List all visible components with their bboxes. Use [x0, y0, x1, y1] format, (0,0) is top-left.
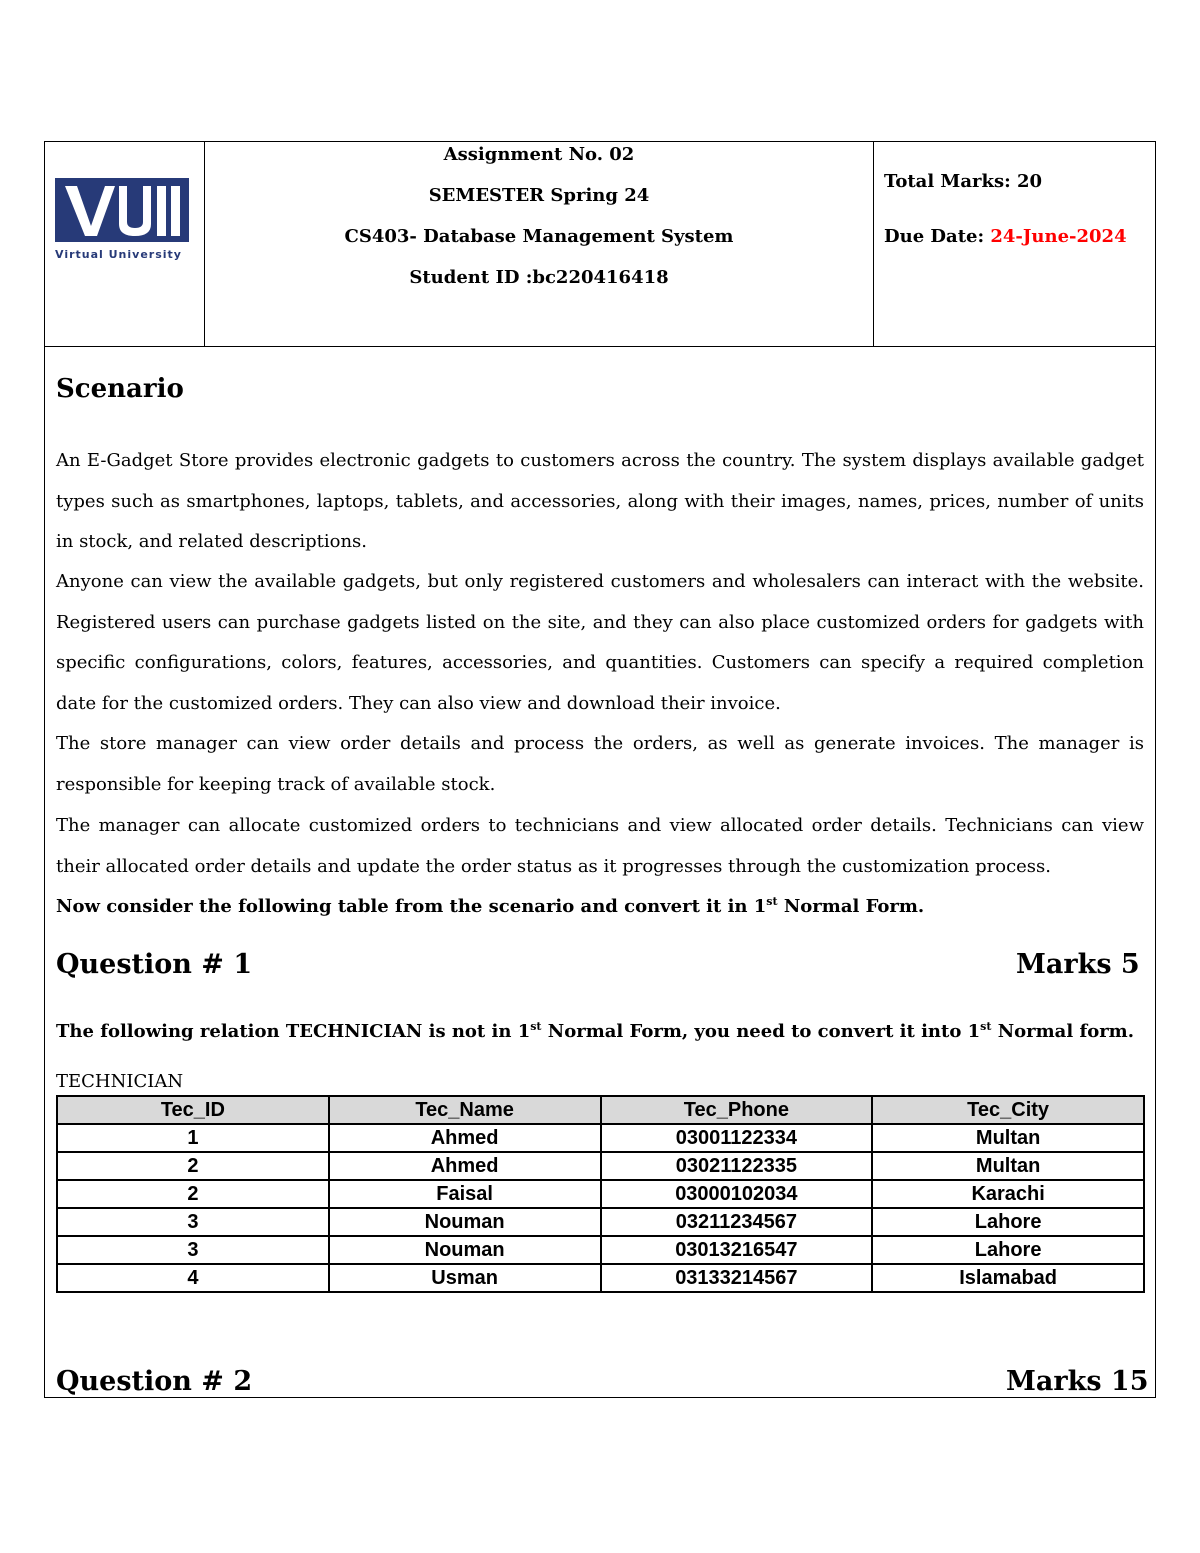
question-1-marks: Marks 5 [1016, 949, 1140, 980]
table-cell: Karachi [872, 1180, 1144, 1208]
table-cell: Nouman [329, 1208, 601, 1236]
table-row [57, 1152, 1144, 1180]
logo-cell [45, 142, 205, 346]
marks-info [874, 142, 1155, 346]
table-cell: Faisal [329, 1180, 601, 1208]
question-1-title: Question # 1 [56, 949, 253, 980]
table-cell: 2 [57, 1152, 329, 1180]
table-cell: Ahmed [329, 1124, 601, 1152]
scenario-paragraph-3: The store manager can view order details and process the orders, as well as generate invoices. The manager is responsible for keeping track of available stock. [56, 733, 1144, 795]
q1-sup-a: st [530, 1020, 542, 1033]
question-2-title: Question # 2 [56, 1366, 253, 1397]
assignment-number: Assignment No. 02 [443, 144, 635, 165]
table-cell: 1 [57, 1124, 329, 1152]
student-id: Student ID :bc220416418 [409, 267, 669, 288]
table-row [57, 1180, 1144, 1208]
semester: SEMESTER Spring 24 [428, 185, 650, 206]
table-cell: Usman [329, 1264, 601, 1292]
table-cell: 2 [57, 1180, 329, 1208]
bottom-rule [44, 1397, 1156, 1398]
logo-caption: Virtual University [55, 248, 182, 261]
table-header-row [57, 1096, 1144, 1124]
due-date-label: Due Date: [884, 226, 991, 247]
table-cell: Nouman [329, 1236, 601, 1264]
table-cell: 03001122334 [601, 1124, 873, 1152]
table-row [57, 1264, 1144, 1292]
table-cell: Ahmed [329, 1152, 601, 1180]
table-cell: 4 [57, 1264, 329, 1292]
due-date-line [884, 226, 1127, 247]
table-cell: Multan [872, 1152, 1144, 1180]
q1-sup-b: st [980, 1020, 992, 1033]
vu-logo-mark [55, 178, 189, 242]
table-cell: 03000102034 [601, 1180, 873, 1208]
column-header: Tec_City [872, 1096, 1144, 1124]
scenario-paragraph-1: An E-Gadget Store provides electronic gadgets to customers across the country. The system displays available gadget types such as smartphones, laptops, tablets, and accessories, along with their images, names, prices, number of units in stock, and related descriptions. [56, 450, 1144, 552]
scenario-heading: Scenario [56, 374, 184, 404]
instruction-text: Now consider the following table from the scenario and convert it in 1 [56, 896, 767, 917]
course-title: CS403- Database Management System [344, 226, 734, 247]
total-marks: Total Marks: 20 [884, 171, 1043, 192]
table-row [57, 1236, 1144, 1264]
table-row [57, 1124, 1144, 1152]
table-cell: Multan [872, 1124, 1144, 1152]
due-date-value: 24-June-2024 [990, 226, 1127, 247]
table-cell: Islamabad [872, 1264, 1144, 1292]
scenario-paragraph-4: The manager can allocate customized orders to technicians and view allocated order details. Technicians can view their allocated order details and update the order status as it progresses through the customization process. [56, 815, 1144, 877]
table-cell: 3 [57, 1236, 329, 1264]
assignment-frame [44, 141, 1156, 1398]
table-cell: 03021122335 [601, 1152, 873, 1180]
column-header: Tec_Name [329, 1096, 601, 1124]
table-cell: Lahore [872, 1208, 1144, 1236]
technician-table [56, 1095, 1145, 1293]
scenario-paragraph-2: Anyone can view the available gadgets, but only registered customers and wholesalers can interact with the website. Registered users can purchase gadgets listed on the site, and they can also place customized orders for gadgets with specific configurations, colors, features, accessories, and quantities. Customers can specify a required completion date for the customized orders. They can also view and download their invoice. [56, 571, 1144, 714]
scenario-instruction [56, 887, 1144, 928]
question-1-text [56, 1021, 1156, 1042]
table-cell: 03133214567 [601, 1264, 873, 1292]
table-cell: 3 [57, 1208, 329, 1236]
assignment-info [205, 142, 874, 346]
table-cell: 03211234567 [601, 1208, 873, 1236]
column-header: Tec_Phone [601, 1096, 873, 1124]
vu-logo [55, 178, 189, 270]
table-cell: 03013216547 [601, 1236, 873, 1264]
table-cell: Lahore [872, 1236, 1144, 1264]
table-row [57, 1208, 1144, 1236]
header-row [45, 142, 1155, 347]
question-2-marks: Marks 15 [1006, 1366, 1149, 1397]
column-header: Tec_ID [57, 1096, 329, 1124]
q1-text-c: Normal form. [991, 1021, 1134, 1042]
q1-text-a: The following relation TECHNICIAN is not in 1 [56, 1021, 531, 1042]
instruction-sup: st [766, 895, 778, 908]
table-label: TECHNICIAN [56, 1071, 184, 1092]
q1-text-b: Normal Form, you need to convert it into 1 [541, 1021, 981, 1042]
instruction-text-end: Normal Form. [777, 896, 925, 917]
